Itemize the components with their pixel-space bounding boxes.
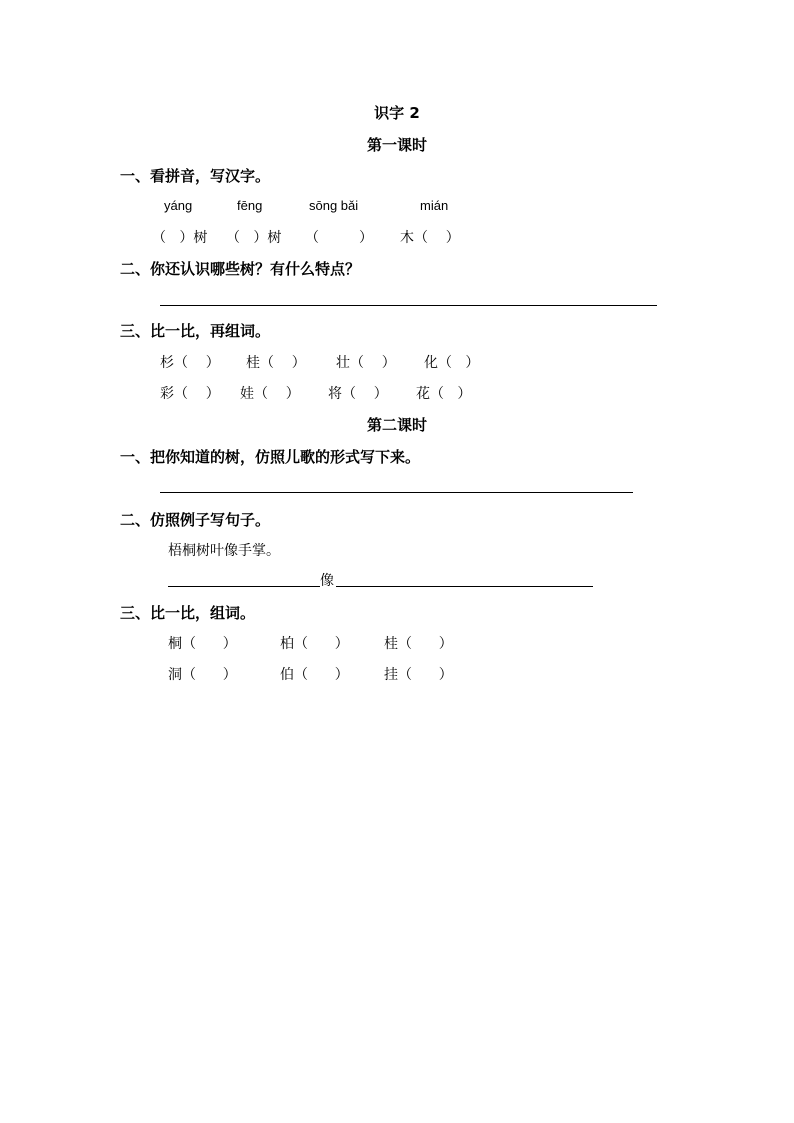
word-cell-dong[interactable]: 洞（ ） — [168, 667, 237, 683]
answer-blank-songbai[interactable]: （ ） — [305, 230, 374, 246]
word-cell-wa[interactable]: 娃（ ） — [240, 386, 300, 402]
word-cell-jiang[interactable]: 将（ ） — [328, 386, 388, 402]
pinyin-feng: fēng — [237, 198, 263, 213]
word-cell-tong[interactable]: 桐（ ） — [168, 636, 237, 652]
blank-line-subject[interactable] — [168, 586, 320, 587]
pinyin-yang: yáng — [164, 198, 193, 213]
answer-blank-yang[interactable]: （ ）树 — [152, 230, 208, 246]
word-cell-cai[interactable]: 彩（ ） — [160, 386, 220, 402]
word-cell-hua[interactable]: 化（ ） — [424, 355, 480, 371]
word-cell-shan[interactable]: 杉（ ） — [160, 355, 220, 371]
answer-blank-mian[interactable]: 木（ ） — [400, 230, 460, 246]
word-cell-zhuang[interactable]: 壮（ ） — [336, 355, 396, 371]
lesson2-q2-heading: 二、仿照例子写句子。 — [120, 511, 271, 529]
answer-line-lesson2-q1[interactable] — [160, 492, 633, 493]
example-sentence: 梧桐树叶像手掌。 — [168, 543, 280, 559]
blank-line-object[interactable] — [336, 586, 593, 587]
word-cell-gui2[interactable]: 桂（ ） — [384, 636, 453, 652]
lesson2-title: 第二课时 — [366, 416, 427, 434]
word-cell-hua2[interactable]: 花（ ） — [416, 386, 472, 402]
lesson1-q3-heading: 三、比一比，再组词。 — [120, 322, 271, 340]
pinyin-mian: mián — [420, 198, 449, 213]
answer-line-q2[interactable] — [160, 305, 657, 306]
word-cell-gui[interactable]: 桂（ ） — [246, 355, 306, 371]
answer-blank-feng[interactable]: （ ）树 — [226, 230, 282, 246]
lesson1-title: 第一课时 — [366, 136, 427, 154]
lesson1-q1-heading: 一、看拼音，写汉字。 — [120, 167, 271, 185]
word-cell-bo[interactable]: 伯（ ） — [280, 667, 349, 683]
lesson1-q2-heading: 二、你还认识哪些树？有什么特点？ — [120, 260, 361, 278]
lesson2-q1-heading: 一、把你知道的树，仿照儿歌的形式写下来。 — [120, 448, 421, 466]
word-cell-bai[interactable]: 柏（ ） — [280, 636, 349, 652]
blank-word-xiang: 像 — [320, 573, 334, 589]
lesson2-q3-heading: 三、比一比，组词。 — [120, 604, 256, 622]
pinyin-songbai: sōng bǎi — [309, 198, 359, 213]
word-cell-gua[interactable]: 挂（ ） — [384, 667, 453, 683]
page-title: 识字 2 — [374, 104, 420, 122]
